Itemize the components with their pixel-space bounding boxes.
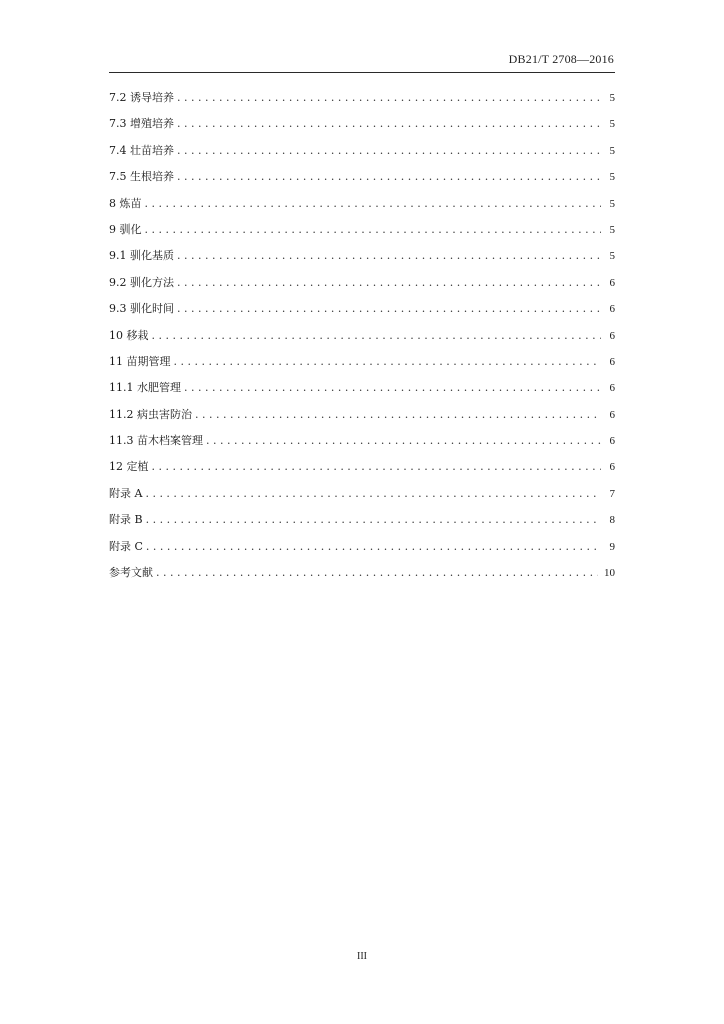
toc-entry-page: 6 — [609, 408, 615, 421]
toc-entry-page: 10 — [604, 567, 615, 580]
toc-leader-dots — [146, 539, 601, 555]
toc-leader-dots — [145, 196, 602, 212]
toc-leader-dots — [152, 328, 602, 344]
toc-entry[interactable] — [109, 459, 615, 485]
toc-entry-label: 10 移栽 — [109, 328, 149, 342]
toc-leader-dots — [174, 354, 602, 370]
table-of-contents — [109, 90, 615, 591]
toc-leader-dots — [177, 116, 601, 132]
toc-entry[interactable] — [109, 169, 615, 195]
toc-entry-page: 5 — [609, 197, 615, 210]
toc-entry-page: 6 — [609, 303, 615, 316]
toc-entry-page: 6 — [609, 329, 615, 342]
toc-leader-dots — [177, 90, 601, 106]
toc-entry[interactable] — [109, 433, 615, 459]
toc-entry-label: 11.3 苗木档案管理 — [109, 434, 203, 448]
toc-entry[interactable] — [109, 143, 615, 169]
toc-leader-dots — [146, 512, 601, 528]
toc-entry[interactable] — [109, 328, 615, 354]
toc-entry-page: 5 — [609, 223, 615, 236]
page-number: III — [357, 951, 367, 962]
toc-entry-label: 12 定植 — [109, 460, 149, 474]
toc-entry[interactable] — [109, 222, 615, 248]
toc-entry-label: 7.5 生根培养 — [109, 170, 174, 184]
toc-entry[interactable] — [109, 512, 615, 538]
toc-entry-label: 附录 A — [109, 486, 143, 500]
toc-entry-label: 7.4 壮苗培养 — [109, 143, 174, 157]
toc-leader-dots — [177, 248, 601, 264]
toc-entry-page: 9 — [609, 540, 615, 553]
toc-entry-page: 8 — [609, 514, 615, 527]
toc-entry[interactable] — [109, 565, 615, 591]
toc-entry-label: 附录 B — [109, 513, 143, 527]
toc-leader-dots — [177, 169, 601, 185]
toc-entry[interactable] — [109, 196, 615, 222]
toc-leader-dots — [145, 222, 602, 238]
toc-entry-label: 11.2 病虫害防治 — [109, 407, 192, 421]
toc-entry-page: 6 — [609, 276, 615, 289]
toc-entry[interactable] — [109, 486, 615, 512]
toc-leader-dots — [177, 143, 601, 159]
toc-leader-dots — [206, 433, 601, 449]
toc-entry[interactable] — [109, 407, 615, 433]
toc-leader-dots — [195, 407, 601, 423]
toc-leader-dots — [156, 565, 598, 581]
toc-entry[interactable] — [109, 275, 615, 301]
toc-entry[interactable] — [109, 539, 615, 565]
toc-entry[interactable] — [109, 354, 615, 380]
toc-leader-dots — [152, 459, 602, 475]
toc-entry-label: 11.1 水肥管理 — [109, 381, 181, 395]
toc-entry-page: 7 — [609, 487, 615, 500]
toc-entry-page: 5 — [609, 250, 615, 263]
toc-entry-page: 6 — [609, 461, 615, 474]
toc-entry-label: 附录 C — [109, 539, 143, 553]
toc-entry-page: 5 — [609, 92, 615, 104]
toc-leader-dots — [145, 486, 601, 502]
document-code: DB21/T 2708—2016 — [508, 52, 614, 66]
toc-entry[interactable] — [109, 380, 615, 406]
toc-entry[interactable] — [109, 301, 615, 327]
toc-entry-page: 5 — [609, 144, 615, 157]
toc-entry-label: 9.2 驯化方法 — [109, 275, 174, 289]
toc-entry-label: 9.1 驯化基质 — [109, 249, 174, 263]
toc-entry-label: 9 驯化 — [109, 222, 142, 236]
toc-entry-page: 5 — [609, 171, 615, 184]
toc-entry[interactable] — [109, 248, 615, 274]
toc-entry-page: 6 — [609, 355, 615, 368]
toc-leader-dots — [177, 275, 601, 291]
toc-leader-dots — [184, 380, 601, 396]
toc-entry-label: 9.3 驯化时间 — [109, 302, 174, 316]
toc-entry-label: 参考文献 — [109, 566, 153, 580]
toc-entry-label: 7.2 诱导培养 — [109, 91, 174, 104]
toc-entry[interactable] — [109, 90, 615, 116]
toc-entry-page: 5 — [609, 118, 615, 131]
toc-entry-label: 7.3 增殖培养 — [109, 117, 174, 131]
header-rule — [109, 72, 615, 73]
toc-entry-page: 6 — [609, 435, 615, 448]
toc-entry-page: 6 — [609, 382, 615, 395]
toc-entry[interactable] — [109, 116, 615, 142]
toc-entry-label: 8 炼苗 — [109, 196, 142, 210]
toc-leader-dots — [177, 301, 601, 317]
toc-entry-label: 11 苗期管理 — [109, 354, 171, 368]
